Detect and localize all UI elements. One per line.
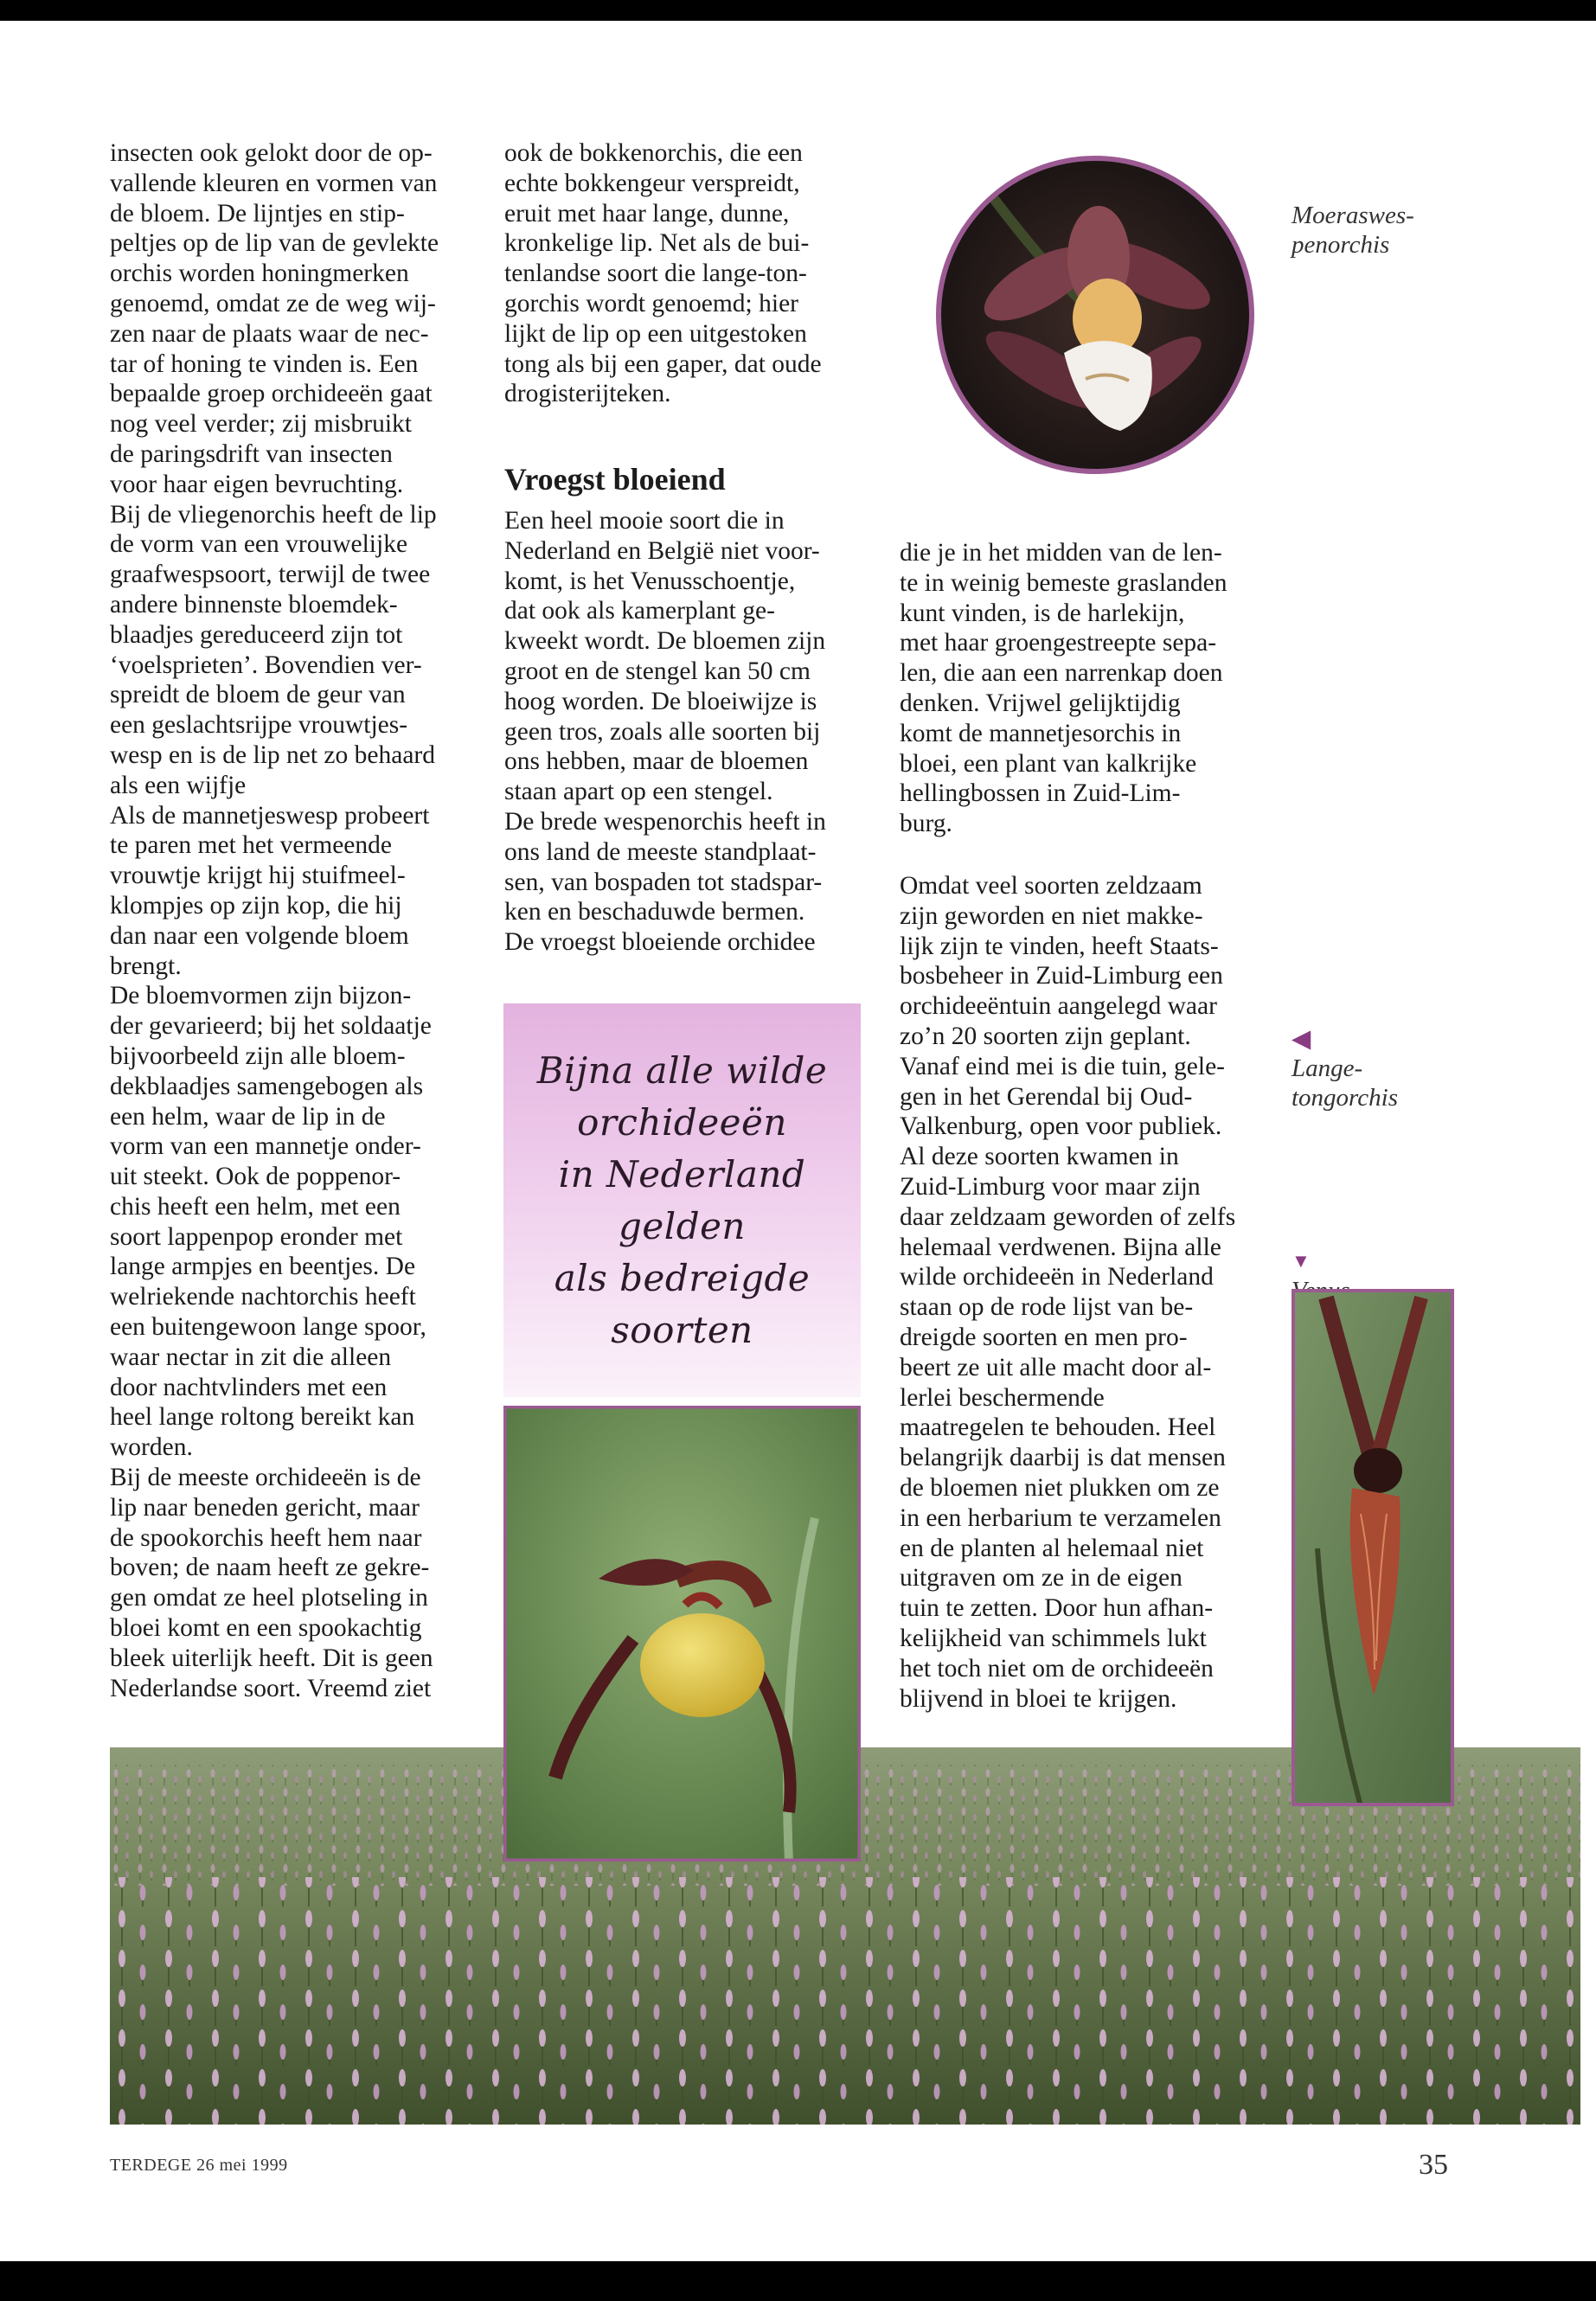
article-column-3-part1: die je in het midden van de len- te in weinig bemeste graslanden kunt vinden, is de harlekijn, met haar groengestreepte sepa- len, die aan een narrenkap doen denken. Vrijwel gelijktijdig komt de mannetjesorchis in bloei, een plant van kalkrijke hellingbossen in Zuid-Lim- burg.	[900, 539, 1227, 838]
arrow-down-icon: ▼	[1292, 1250, 1311, 1272]
caption-langetongorchis-text: Lange- tongorchis	[1292, 1054, 1398, 1112]
arrow-left-icon: ◀	[1292, 1025, 1311, 1053]
caption-moeraswespenorchis: Moeraswes- penorchis	[1292, 202, 1414, 259]
article-column-2-body: Een heel mooie soort die in Nederland en België niet voor- komt, is het Venusschoentje, dat ook als kamerplant ge- kweekt wordt. De bloemen zijn groot en de stengel kan 50 cm hoog worden. De bloeiwijze is geen tros, zoals alle soorten bij ons hebben, maar de bloemen staan apart op een stengel. De brede wespenorchis heeft in ons land de meeste standplaat- sen, van bospaden tot stadspar- ken en beschaduwde bermen. De vroegst bloeiende orchidee	[504, 507, 826, 957]
caption-langetongorchis	[1292, 995, 1398, 1112]
article-column-2-intro: ook de bokkenorchis, die een echte bokkengeur verspreidt, eruit met haar lange, dunne, kronkelige lip. Net als de bui- tenlandse soort die lange-ton- gorchis wordt genoemd; hier lijkt de lip op een uitgestoken tong als bij een gaper, dat oude drogisterijteken.	[504, 139, 822, 408]
section-heading: Vroegst bloeiend	[504, 462, 726, 497]
page-number: 35	[1419, 2149, 1448, 2181]
top-border	[0, 0, 1596, 21]
footer-magazine: TERDEGE 26 mei 1999	[110, 2156, 288, 2175]
article-column-3-part2: Omdat veel soorten zeldzaam zijn geworden en niet makke- lijk zijn te vinden, heeft Staats- bosbeheer in Zuid-Limburg een orchideeëntuin aangelegd waar zo’n 20 soorten zijn geplant. Vanaf eind mei is die tuin, gele- gen in het Gerendal bij Oud- Valkenburg, open voor publiek. Al deze soorten kwamen in Zuid-Limburg voor maar zijn daar zeldzaam geworden of zelfs helemaal verdwenen. Bijna alle wilde orchideeën in Nederland staan op de rode lijst van be- dreigde soorten en men pro- beert ze uit alle macht door al- lerlei beschermende maatregelen te behouden. Heel belangrijk daarbij is dat mensen de bloemen niet plukken om ze in een herbarium te verzamelen en de planten al helemaal niet uitgraven om ze in de eigen tuin te zetten. Door hun afhan- kelijkheid van schimmels lukt het toch niet om de orchideeën blijvend in bloei te krijgen.	[900, 872, 1236, 1713]
moeraswespenorchis-photo	[934, 154, 1256, 476]
bottom-border	[0, 2261, 1596, 2301]
article-column-1: insecten ook gelokt door de op- vallende kleuren en vormen van de bloem. De lijntjes en stip- peltjes op de lip van de gevlekte orchis worden honingmerken genoemd, omdat ze de weg wij- zen naar de plaats waar de nec- tar of honing te vinden is. Een bepaalde groep orchideeën gaat nog veel verder; zij misbruikt de paringsdrift van insecten voor haar eigen bevruchting. Bij de vliegenorchis heeft de lip de vorm van een vrouwelijke graafwespsoort, terwijl de twee andere binnenste bloemdek- blaadjes gereduceerd zijn tot ‘voelsprieten’. Bovendien ver- spreidt de bloem de geur van een geslachtsrijpe vrouwtjes- wesp en is de lip net zo behaard als een wijfje Als de mannetjeswesp probeert te paren met het vermeende vrouwtje krijgt hij stuifmeel- klompjes op zijn kop, die hij dan naar een volgende bloem brengt. De bloemvormen zijn bijzon- der gevarieerd; bij het soldaatje bijvoorbeeld zijn alle bloem- dekblaadjes samengebogen als een helm, waar de lip in de vorm van een mannetje onder- uit steekt. Ook de poppenor- chis heeft een helm, met een soort lappenpop eronder met lange armpjes en beentjes. De welriekende nachtorchis heeft een buitengewoon lange spoor, waar nectar in zit die alleen door nachtvlinders met een heel lange roltong bereikt kan worden. Bij de meeste orchideeën is de lip naar beneden gericht, maar de spookorchis heeft hem naar boven; de naam heeft ze gekre- gen omdat ze heel plotseling in bloei komt en een spookachtig bleek uiterlijk heeft. Dit is geen Nederlandse soort. Vreemd ziet	[110, 139, 439, 1702]
pull-quote-text: Bijna alle wilde orchideeën in Nederland gelden als bedreigde soorten	[536, 1048, 828, 1351]
venusschoentje-photo	[503, 1406, 861, 1862]
pull-quote-box	[503, 1003, 861, 1397]
langetongorchis-photo	[1292, 1289, 1454, 1806]
